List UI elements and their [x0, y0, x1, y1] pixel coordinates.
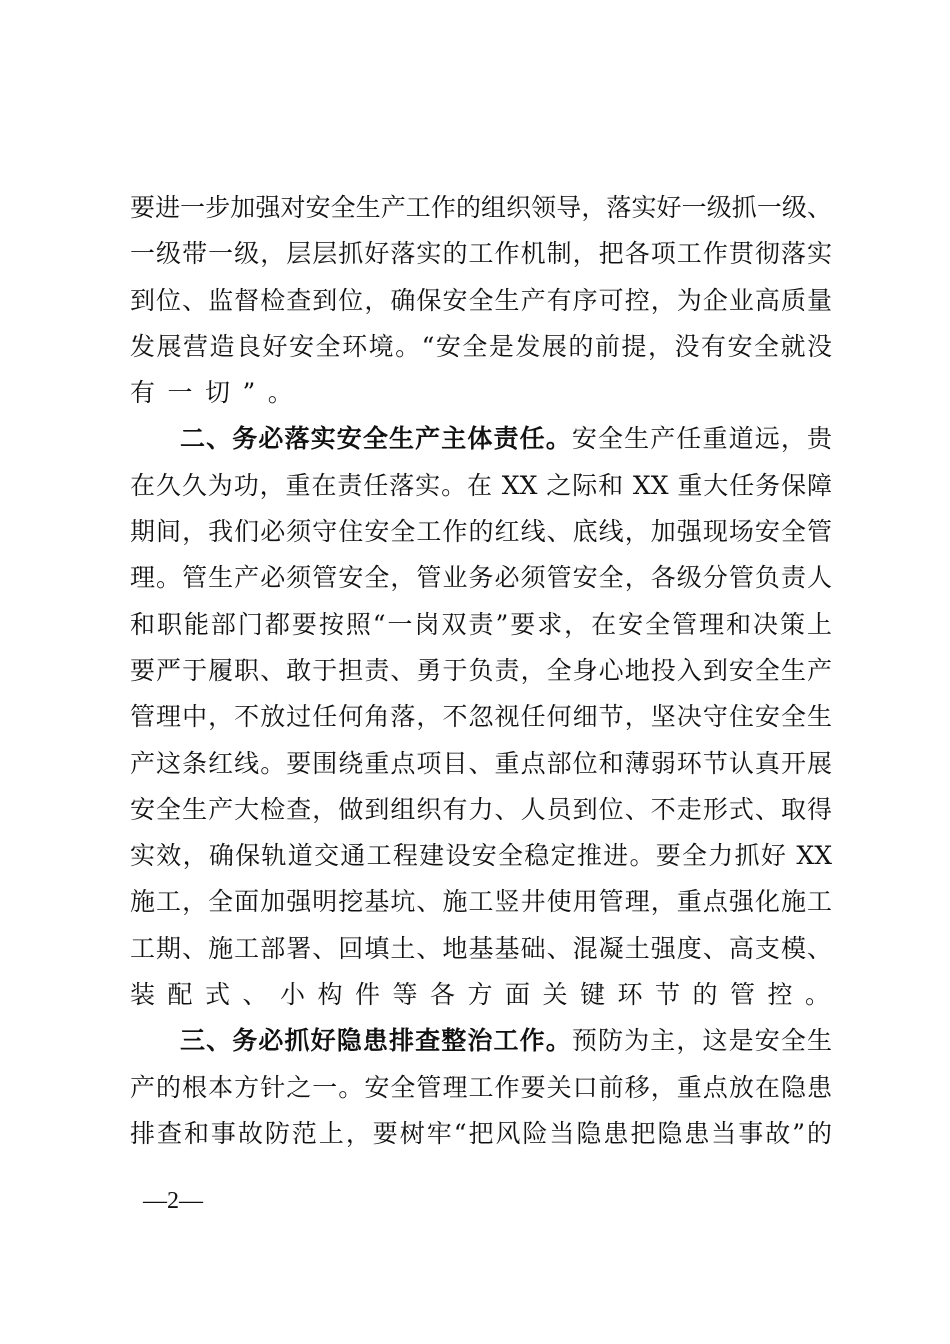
text-line — [130, 1018, 832, 1064]
text-line — [130, 370, 832, 416]
line-text: 产这条红线。要围绕重点项目、重点部位和薄弱环节认真开展 — [130, 748, 832, 778]
line-text: 在久久为功，重在责任落实。在 XX 之际和 XX 重大任务保障 — [130, 470, 832, 500]
line-text: 一级带一级，层层抓好落实的工作机制，把各项工作贯彻落实 — [130, 239, 832, 269]
document-body — [130, 185, 843, 1157]
text-line — [130, 463, 832, 509]
line-text: 要进一步加强对安全生产工作的组织领导，落实好一级抓一级、 — [130, 193, 832, 222]
line-text: 装配式、小构件等各方面关键环节的管控。 — [130, 980, 843, 1010]
line-text: 安全生产任重道远，贵 — [571, 424, 832, 454]
line-text: 和职能部门都要按照“一岗双责”要求，在安全管理和决策上 — [130, 609, 832, 639]
line-text: 施工，全面加强明挖基坑、施工竖井使用管理，重点强化施工 — [130, 887, 832, 917]
line-text: 发展营造良好安全环境。“安全是发展的前提，没有安全就没 — [130, 331, 832, 361]
text-line — [130, 741, 832, 787]
text-line — [130, 278, 832, 324]
text-line — [130, 231, 832, 277]
text-line — [130, 879, 832, 925]
paragraph — [130, 1018, 832, 1157]
line-text: 排查和事故防范上，要树牢“把风险当隐患把隐患当事故”的 — [130, 1118, 832, 1148]
paragraph — [130, 416, 843, 1018]
line-text: 预防为主，这是安全生 — [571, 1026, 832, 1056]
line-text: 到位、监督检查到位，确保安全生产有序可控，为企业高质量 — [130, 285, 832, 315]
line-text: 工期、施工部署、回填土、地基基础、混凝土强度、高支模、 — [130, 933, 832, 963]
text-line — [130, 694, 832, 740]
text-line — [130, 1065, 832, 1111]
text-line — [130, 416, 832, 462]
text-line — [130, 509, 832, 555]
section-heading: 二、务必落实安全生产主体责任。 — [180, 424, 572, 454]
page-number: —2— — [143, 1188, 203, 1214]
line-text: 期间，我们必须守住安全工作的红线、底线，加强现场安全管 — [130, 517, 832, 547]
text-line — [130, 324, 832, 370]
text-line — [130, 833, 832, 879]
line-text: 理。管生产必须管安全，管业务必须管安全，各级分管负责人 — [130, 563, 832, 593]
line-text: 实效，确保轨道交通工程建设安全稳定推进。要全力抓好 XX — [130, 841, 832, 871]
text-line — [130, 787, 832, 833]
paragraph — [130, 185, 832, 416]
text-line — [130, 972, 843, 1018]
line-text: 安全生产大检查，做到组织有力、人员到位、不走形式、取得 — [130, 794, 832, 824]
line-text: 产的根本方针之一。安全管理工作要关口前移，重点放在隐患 — [130, 1072, 832, 1102]
text-line — [130, 648, 832, 694]
line-text: 要严于履职、敢于担责、勇于负责，全身心地投入到安全生产 — [130, 655, 832, 685]
text-line — [130, 1111, 832, 1157]
text-line — [130, 185, 832, 231]
text-line — [130, 926, 832, 972]
line-text: 管理中，不放过任何角落，不忽视任何细节，坚决守住安全生 — [130, 702, 832, 732]
section-heading: 三、务必抓好隐患排查整治工作。 — [180, 1026, 572, 1056]
line-text: 有一切”。 — [130, 378, 306, 408]
text-line — [130, 555, 832, 601]
text-line — [130, 602, 832, 648]
